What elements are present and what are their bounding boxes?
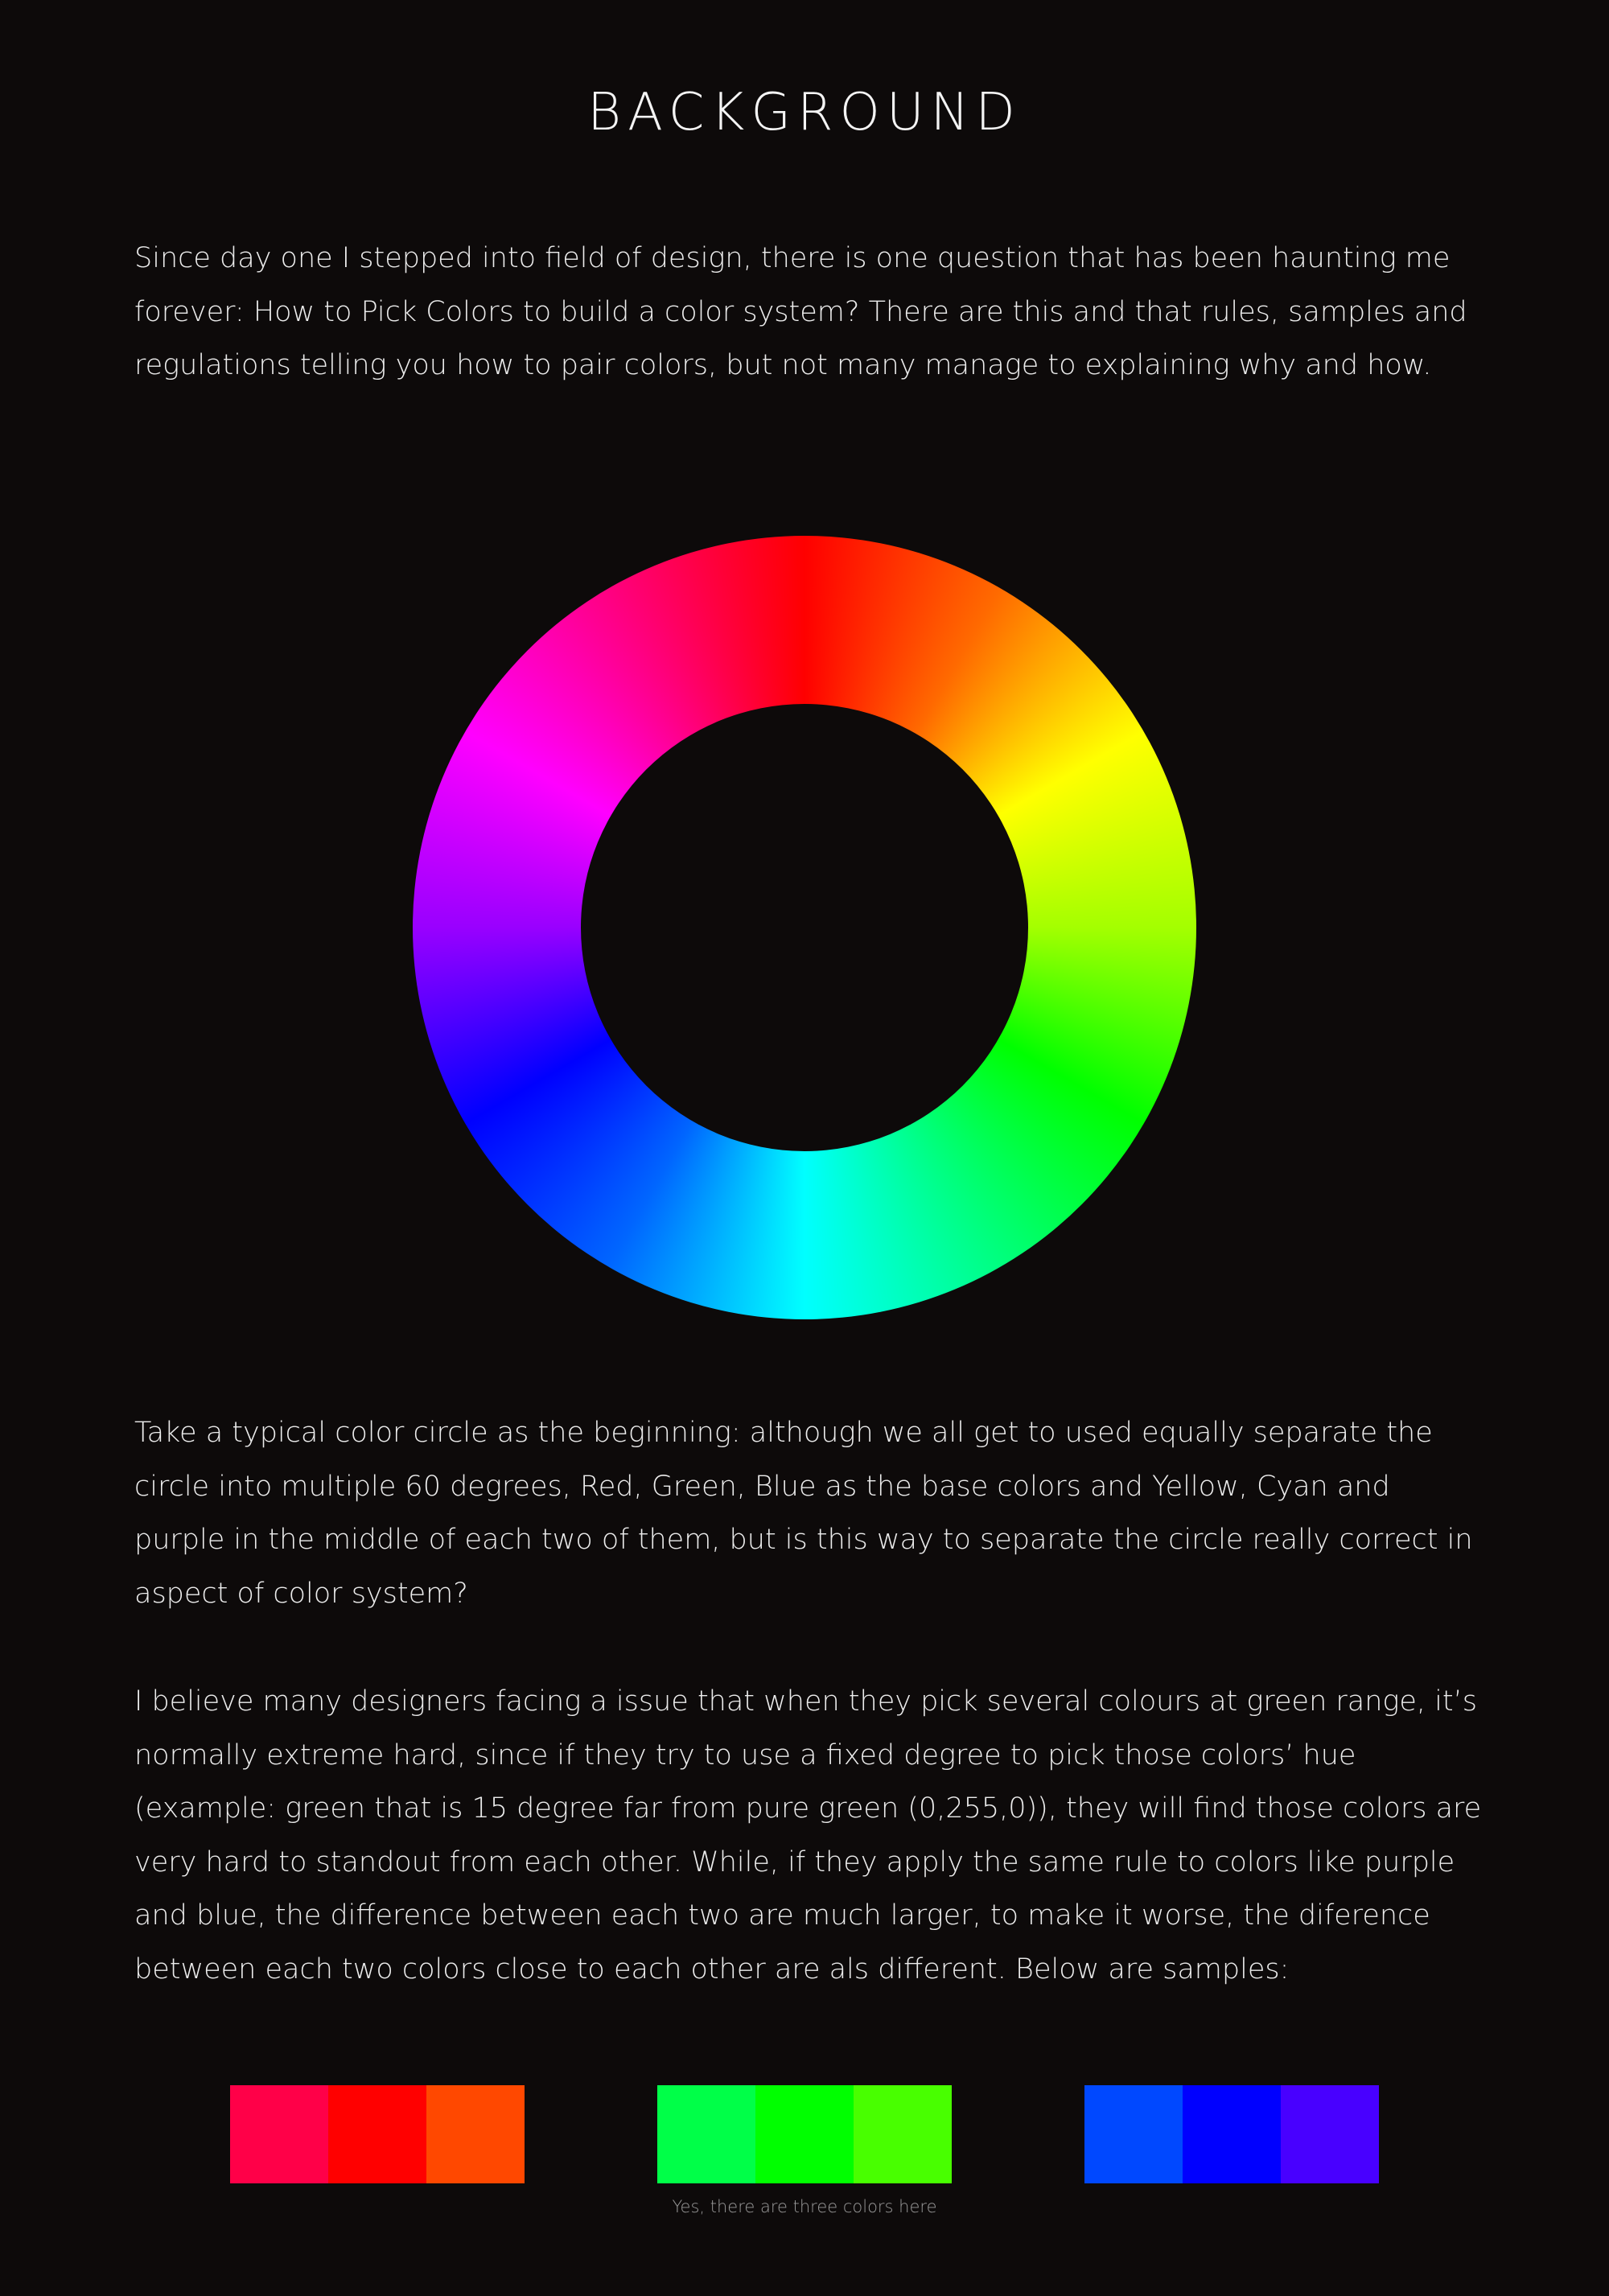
green-swatch-group xyxy=(657,2085,952,2183)
color-circle-paragraph: Take a typical color circle as the beginning: although we all get to used equally separate the circle into multiple 60 degrees, Red, Green, Blue as the base colors and Yellow, Cyan and purple in the middle of each two of them, but is this way to separate the circle really correct in aspect of color system? xyxy=(134,1417,1473,1610)
red-swatch-group xyxy=(230,2085,525,2183)
color-wheel-center xyxy=(581,704,1028,1151)
swatch xyxy=(657,2085,755,2183)
swatch xyxy=(328,2085,426,2183)
swatch xyxy=(854,2085,952,2183)
swatch xyxy=(755,2085,854,2183)
page-title: BACKGROUND xyxy=(587,83,1022,142)
swatch xyxy=(1084,2085,1183,2183)
green-range-paragraph: I believe many designers facing a issue that when they pick several colours at green range, it’s normally extreme hard, since if they try to use a fixed degree to pick those colors’ hue (example: green that is 15 degree far from pure green (0,255,0)), they will find those colors are very hard to standout from each other. While, if they apply the same rule to colors like purple and blue, the difference between each two are much larger, to make it worse, the diference between each two colors close to each other are als different. Below are samples: xyxy=(134,1685,1482,1985)
swatch-caption: Yes, there are three colors here xyxy=(672,2197,937,2216)
swatch xyxy=(426,2085,525,2183)
swatch xyxy=(1183,2085,1281,2183)
swatch xyxy=(230,2085,328,2183)
intro-paragraph: Since day one I stepped into field of design, there is one question that has been haunting me forever: How to Pick Colors to build a color system? There are this and that rules, samples and regulations telling you how to pair colors, but not many manage to explaining why and how. xyxy=(134,242,1467,381)
swatch xyxy=(1281,2085,1379,2183)
blue-swatch-group xyxy=(1084,2085,1379,2183)
